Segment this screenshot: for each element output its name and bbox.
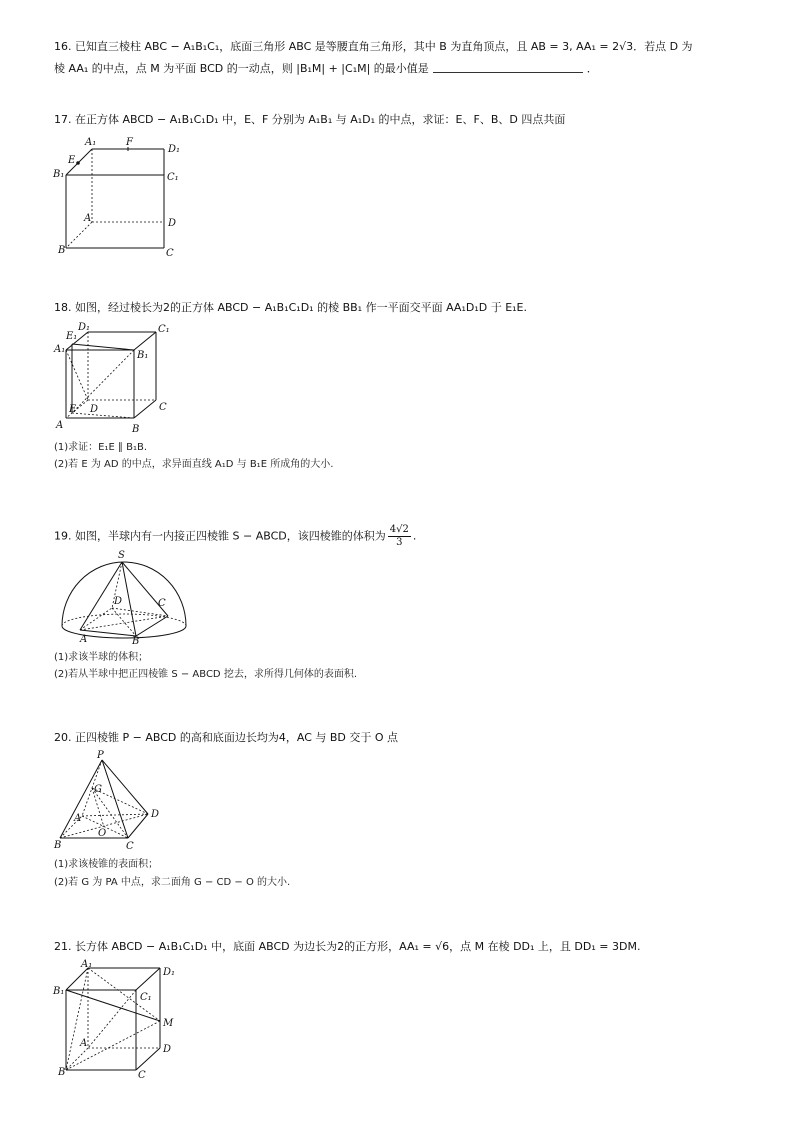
fig18-label-d: D — [90, 404, 99, 415]
fig17-label-b: B — [58, 245, 66, 256]
fig18-label-b1: B₁ — [137, 350, 149, 361]
problem-17-text-1: 在正方体 ABCD − A₁B₁C₁D₁ 中，E、F 分别为 A₁B₁ 与 A₁D₁ 的中点，求证：E、F、B、D 四点共面 — [75, 113, 566, 126]
fig21-label-m: M — [163, 1018, 174, 1029]
fig17-label-a1: A₁ — [85, 137, 97, 148]
fig19-label-b: B — [132, 636, 140, 647]
problem-16-text-2: 棱 AA₁ 的中点，点 M 为平面 BCD 的一动点，则 |B₁M| + |C₁M| 的最小值是 — [54, 62, 429, 75]
fig18-label-e: E — [69, 404, 77, 415]
fig17-label-d: D — [168, 218, 177, 229]
problem-20-sub-2: (2)若 G 为 PA 中点，求二面角 G − CD − O 的大小. — [54, 877, 291, 888]
problem-21-text-1: 长方体 ABCD − A₁B₁C₁D₁ 中，底面 ABCD 为边长为2的正方形，AA₁ = √6，点 M 在棱 DD₁ 上，且 DD₁ = 3DM. — [75, 940, 641, 953]
problem-16-line-1 — [54, 40, 693, 54]
fig18-label-b: B — [132, 424, 140, 435]
fig17-label-e: E — [68, 155, 76, 166]
fig19-label-a: A — [80, 634, 88, 645]
problem-18-figure — [52, 322, 192, 440]
fig21-label-a1: A₁ — [81, 959, 93, 970]
fig21-label-a: A — [80, 1038, 88, 1049]
problem-17-number: 17. — [54, 113, 72, 126]
problem-18-line-1 — [54, 301, 527, 315]
fig20-label-b: B — [54, 840, 62, 851]
fig17-label-d1: D₁ — [168, 144, 181, 155]
answer-blank[interactable] — [433, 61, 583, 73]
fig18-label-c1: C₁ — [158, 324, 170, 335]
fig21-label-c: C — [138, 1070, 146, 1081]
problem-21-line-1 — [54, 940, 640, 954]
problem-19-line-1 — [54, 524, 416, 549]
fig17-label-b1: B₁ — [53, 169, 65, 180]
fig17-label-c1: C₁ — [167, 172, 179, 183]
fig18-label-c: C — [159, 402, 167, 413]
problem-21-figure — [52, 960, 192, 1084]
fig17-label-f: F — [126, 137, 133, 148]
problem-19-number: 19. — [54, 529, 72, 543]
fig21-label-d: D — [163, 1044, 172, 1055]
fig20-label-c: C — [126, 841, 134, 852]
problem-18-sub-2: (2)若 E 为 AD 的中点，求异面直线 A₁D 与 B₁E 所成角的大小. — [54, 459, 334, 470]
fig21-label-b: B — [58, 1067, 66, 1078]
problem-16-text-1: 已知直三棱柱 ABC − A₁B₁C₁，底面三角形 ABC 是等腰直角三角形，其中 B 为直角顶点，且 AB = 3, AA₁ = 2√3．若点 D 为 — [75, 40, 693, 53]
fig20-label-g: G — [94, 784, 102, 795]
problem-17-line-1 — [54, 113, 565, 127]
problem-19-text-1: 如图，半球内有一内接正四棱锥 S − ABCD，该四棱锥的体积为 — [75, 529, 386, 543]
volume-fraction-numerator: 4√2 — [389, 524, 409, 535]
fig21-label-c1: C₁ — [140, 992, 152, 1003]
fig18-label-d1: D₁ — [78, 322, 91, 333]
fig20-label-p: P — [97, 750, 104, 761]
problem-16-end: ． — [586, 62, 598, 75]
problem-16-number: 16. — [54, 40, 72, 53]
problem-19-end: . — [412, 529, 417, 543]
fig20-label-a: A — [74, 813, 82, 824]
problem-21-number: 21. — [54, 940, 72, 953]
fig17-label-c: C — [166, 248, 174, 259]
fig20-label-o: O — [98, 828, 107, 839]
volume-fraction — [388, 524, 411, 549]
problem-18-text-1: 如图，经过棱长为2的正方体 ABCD − A₁B₁C₁D₁ 的棱 BB₁ 作一平面交平面 AA₁D₁D 于 E₁E. — [75, 301, 527, 314]
problem-20-number: 20. — [54, 731, 72, 744]
fig19-label-d: D — [114, 596, 123, 607]
fig19-label-c: C — [158, 598, 166, 609]
problem-17-figure — [52, 135, 192, 260]
fig18-label-e1: E₁ — [66, 331, 78, 342]
fig21-label-b1: B₁ — [53, 986, 65, 997]
fig19-label-s: S — [118, 550, 125, 561]
fig18-label-a1: A₁ — [54, 344, 66, 355]
problem-19-sub-1: (1)求该半球的体积； — [54, 652, 149, 663]
problem-16-line-2 — [54, 61, 598, 76]
problem-19-figure — [56, 548, 192, 646]
problem-18-sub-1: (1)求证：E₁E ∥ B₁B. — [54, 442, 148, 453]
volume-fraction-denominator: 3 — [396, 537, 403, 548]
problem-20-text-1: 正四棱锥 P − ABCD 的高和底面边长均为4，AC 与 BD 交于 O 点 — [75, 731, 399, 744]
fig17-label-a: A — [84, 213, 92, 224]
problem-20-line-1 — [54, 731, 398, 745]
fig18-label-a: A — [56, 420, 64, 431]
fig21-label-d1: D₁ — [163, 967, 176, 978]
problem-19-sub-2: (2)若从半球中把正四棱锥 S − ABCD 挖去，求所得几何体的表面积. — [54, 669, 357, 680]
problem-20-sub-1: (1)求该棱锥的表面积； — [54, 859, 159, 870]
problem-20-figure — [52, 752, 172, 854]
fig20-label-d: D — [151, 809, 160, 820]
problem-18-number: 18. — [54, 301, 72, 314]
